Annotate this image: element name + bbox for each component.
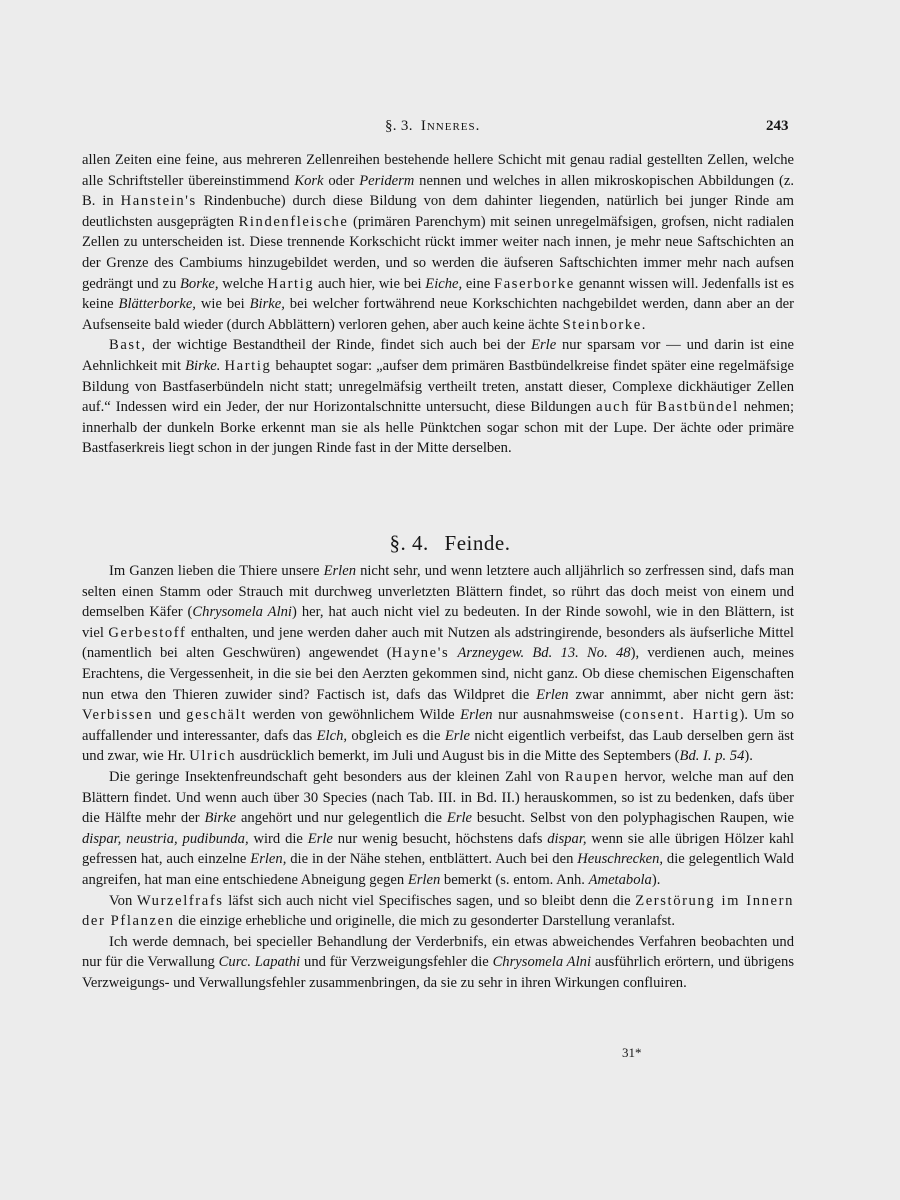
spaced-run: Faserborke [494, 275, 575, 292]
text-block-section-3 [82, 150, 794, 459]
text-run: oder [323, 172, 360, 189]
spaced-run: Wurzelfrafs [136, 892, 224, 909]
italic-run: Erlen [323, 563, 356, 579]
text-run: ). [744, 748, 753, 765]
italic-run: Eiche, [425, 275, 463, 292]
spaced-run: Bastbündel [657, 399, 739, 416]
spaced-run: Hartig [267, 275, 315, 292]
section-heading [0, 531, 900, 556]
italic-run: Birke [204, 810, 237, 827]
text-run: enthalten, und jene werden daher auch mit Nutzen als adstringirende, besonders als äufserliche Mittel (namentlich bei alten Geschwüren) angewendet ( [82, 624, 794, 662]
italic-run: Erlen, [250, 851, 287, 868]
italic-run: Chrysomela Alni [492, 954, 592, 971]
spaced-run: consent. Hartig [624, 707, 740, 724]
spaced-run: Steinborke. [562, 316, 648, 333]
italic-run: Borke, [180, 275, 219, 292]
text-run: und [153, 707, 187, 724]
text-run: auch hier, wie bei [314, 275, 426, 292]
text-run: Rindenbuche) durch diese Bildung von dem dahinter liegenden, natürlich bei junger Rinde am deutlichsten ausgeprägten [82, 193, 795, 230]
italic-run: Periderm [359, 172, 415, 189]
spaced-run: Verbissen [82, 707, 154, 724]
text-run: allen Zeiten eine feine, aus mehreren Zellenreihen bestehende hellere Schicht mit genau radial gestellten Zellen, welche alle Schriftsteller übereinstimmend [82, 152, 794, 189]
italic-run: Ametabola [588, 871, 652, 888]
paragraph [82, 891, 794, 932]
text-run: ). Um so auffallender und interessanter, dafs das [82, 707, 794, 744]
text-run: zwar annimmt, aber nicht gern äst: [568, 686, 795, 703]
text-run: ). [651, 871, 661, 888]
italic-run: Kork [294, 172, 324, 189]
spaced-run: geschält [186, 707, 247, 724]
text-run: ), verdienen auch, meines Erachtens, die Vergessenheit, in die sie bei den Aerzten gekommen sind, nicht ganz. Ob diese chemischen Eigenschaften nun etwa den Thieren zuwider sind? Factisch ist, dafs das Wildpret die [82, 645, 794, 703]
text-run: angehört und nur gelegentlich die [236, 810, 447, 827]
italic-run: Arzneygew. Bd. 13. No. 48 [457, 645, 631, 662]
text-run: läfst sich auch nicht viel Specifisches sagen, und so bleibt denn die [223, 892, 636, 909]
italic-run: dispar, [547, 830, 587, 847]
running-head-title: Inneres. [420, 118, 481, 134]
italic-run: Erle [444, 727, 470, 744]
paragraph [82, 767, 794, 891]
paragraph [82, 335, 794, 459]
italic-run: Erle [446, 810, 473, 827]
italic-run: Chrysomela Alni [192, 604, 292, 621]
text-run: bei welcher fortwährend neue Korkschichten nachgebildet werden, dann aber an der Aufsenseite bald wieder (durch Abblättern) verloren gehen, aber auch keine ächte [82, 296, 794, 333]
spaced-run: Zerstörung im Innern der Pflanzen [82, 892, 794, 930]
text-run: welche [218, 275, 268, 292]
text-run: hervor, welche man auf den Blättern findet. Und wenn auch über 30 Species (nach Tab. III. in Bd. II.) herauskommen, so ist zu bedenken, dafs über die Hälfte mehr der [82, 768, 794, 827]
text-run: eine [462, 275, 495, 292]
text-run: werden von gewöhnlichem Wilde [246, 707, 461, 724]
spaced-run: Hayne's [391, 645, 450, 662]
section-title: Feinde. [444, 531, 511, 555]
italic-run: Erlen [407, 871, 441, 888]
text-run: der wichtige Bestandtheil der Rinde, findet sich auch bei der [146, 337, 532, 354]
signature-mark: 31* [622, 1045, 642, 1060]
text-run: Von [109, 892, 137, 909]
text-run: wird die [248, 830, 308, 847]
italic-run: Erle [307, 830, 333, 847]
text-run: nennen und welches in allen mikroskopischen Abbildungen (z. B. in [82, 172, 795, 210]
spaced-run: Ulrich [189, 748, 237, 765]
text-run: wenn sie alle übrigen Hölzer kahl gefressen hat, auch einzelne [82, 830, 794, 868]
text-block-section-4 [82, 561, 794, 993]
text-run: besucht. Selbst von den polyphagischen Raupen, wie [472, 810, 794, 827]
text-run: bemerkt (s. entom. Anh. [440, 871, 589, 888]
text-run: nicht sehr, und wenn letztere auch alljährlich so zerfressen sind, dafs man selten einen Stamm oder Strauch mit durchweg unverletzten Blättern findet, so rührt das doch meist von einem und demselben Käfer ( [82, 563, 794, 621]
italic-run: dispar, neustria, pudibunda, [82, 830, 249, 847]
running-head-section: §. 3. [385, 118, 413, 134]
text-run: Ich werde demnach, bei specieller Behandlung der Verderbnifs, ein etwas abweichendes Verfahren beobachten und nur für die Verwallung [82, 933, 794, 971]
text-run [449, 645, 457, 661]
page-number: 243 [766, 118, 789, 134]
text-run: nehmen; innerhalb der dunkeln Borke erkennt man sie als helle Pünktchen sogar schon mit der Lupe. Der ächte oder primäre Bastfaserkreis liegt schon in der jungen Rinde fast in der Mitte derselben. [82, 399, 794, 457]
text-run: wie bei [195, 296, 250, 313]
text-run: genannt wissen will. Jedenfalls ist es keine [82, 275, 795, 313]
text-run: ausdrücklich bemerkt, im Juli und August bis in die Mitte des Septembers ( [236, 748, 680, 765]
text-run: nur wenig besucht, höchstens dafs [332, 830, 548, 847]
spaced-run: Hanstein's [120, 193, 197, 210]
italic-run: Birke. [185, 357, 221, 374]
text-run: die in der Nähe stehen, entblättert. Auch bei den [286, 851, 578, 868]
italic-run: Erlen [536, 686, 569, 703]
paragraph [82, 150, 794, 335]
italic-run: Blätterborke, [118, 296, 196, 313]
paragraph [82, 932, 794, 994]
text-run: nur ausnahmsweise ( [492, 707, 625, 724]
spaced-run: auch [596, 399, 631, 416]
paragraph [82, 561, 794, 767]
page-header [0, 118, 900, 138]
text-run: und für Verzweigungsfehler die [300, 954, 493, 971]
text-run: die einzige erhebliche und originelle, die mich zu gesonderter Darstellung veranlafst. [174, 913, 676, 930]
spaced-run: Hartig [224, 357, 272, 374]
italic-run: Heuschrecken, [577, 851, 664, 868]
text-run: behauptet sogar: „aufser dem primären Bastbündelkreise findet später eine regelmäfsige Bildung von Bastfaserbündeln nicht statt; unregelmäfsig vertheilt treten, anstatt dieser, Complexe dickhäutiger Zellen auf.“ Indessen wird ein Jeder, der nur Horizontalschnitte untersucht, diese Bildungen [82, 357, 794, 416]
running-head [385, 118, 480, 135]
spaced-run: Bast, [109, 337, 147, 354]
text-run: (primären Parenchym) mit seinen unregelmäfsigen, grofsen, nicht radialen Zellen zu unterscheiden ist. Diese trennende Korkschicht rückt immer weiter nach innen, je mehr neue Saftschichten an der Grenze des Cambiums hinzugebildet werden, und so werden die äufseren Saftschichten immer mehr nach aufsen gedrängt und zu [82, 213, 794, 292]
spaced-run: Rindenfleische [238, 213, 349, 230]
italic-run: Birke, [249, 296, 285, 313]
section-number: §. 4. [389, 531, 429, 555]
spaced-run: Raupen [564, 768, 619, 785]
text-run: die gelegentlich Wald angreifen, hat man eine entschiedene Abneigung gegen [82, 851, 794, 888]
text-run: nicht eigentlich verbeifst, das Laub derselben gern äst und zwar, wie Hr. [82, 727, 794, 765]
italic-run: Erle [531, 337, 557, 354]
text-run: Im Ganzen lieben die Thiere unsere [109, 563, 324, 579]
text-run: Die geringe Insektenfreundschaft geht besonders aus der kleinen Zahl von [109, 768, 565, 785]
spaced-run: Gerbestoff [108, 624, 187, 641]
text-run: nur sparsam vor — und darin ist eine Aehnlichkeit mit [82, 337, 794, 374]
italic-run: Erlen [460, 707, 493, 724]
text-run: ausführlich erörtern, und übrigens Verzweigungs- und Verwallungsfehler zusammenbringen, da sie zu sehr in ihren Wirkungen confluiren. [82, 954, 794, 991]
text-run: für [630, 399, 658, 416]
text-run: obgleich es die [347, 727, 445, 744]
italic-run: Bd. I. p. 54 [679, 748, 745, 765]
italic-run: Curc. Lapathi [218, 954, 301, 971]
text-run: ) her, hat auch nicht viel zu bedeuten. In der Rinde sowohl, wie in den Blättern, ist viel [82, 604, 794, 641]
italic-run: Elch, [316, 727, 348, 744]
